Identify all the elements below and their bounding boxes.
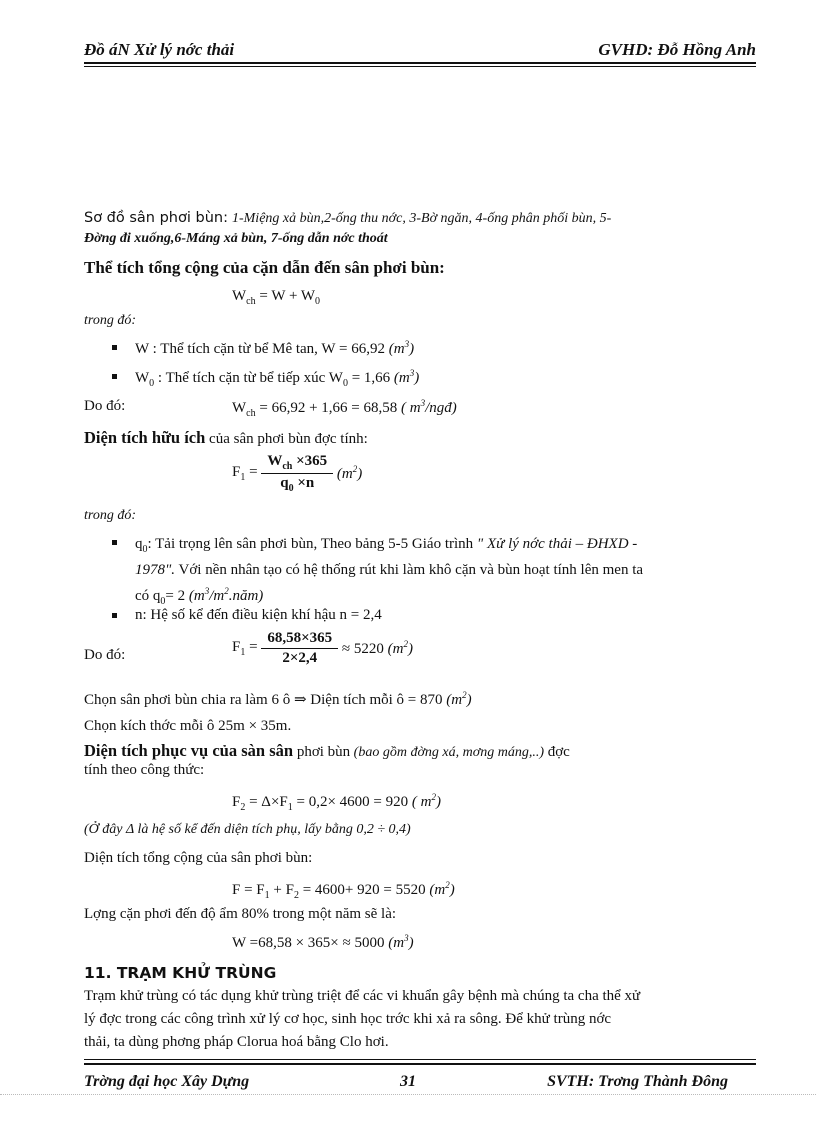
where-label-1: trong đó: (84, 313, 136, 328)
figure-caption (84, 209, 611, 227)
equation-f1-general: $F_1$ = $\frac{W_{ch} \times 365}{q_0 \times n}$ $(m^2)$ (232, 453, 363, 494)
bullet-item-w: W : Thể tích cặn từ bể Mê tan, W = 66,92 $(m^3)$ (0, 339, 816, 361)
bullet-marker (112, 345, 117, 350)
paragraph-line-1: Trạm khử trùng có tác dụng khử trùng triệt để các vi khuẩn gây bệnh mà chúng ta cha thể xử (84, 988, 641, 1004)
caption-label: Sơ đồ sân phơi bùn: (84, 210, 228, 226)
total-area-label: Diện tích tổng cộng của sân phơi bùn: (84, 850, 313, 866)
where-label-2: trong đó: (84, 508, 136, 523)
bullet-item-n: n: Hệ số kể đến điều kiện khí hậu n = 2,4 (0, 607, 816, 629)
therefore-label-1: Do đó: (84, 398, 126, 414)
caption-text-1: 1-Miệng xả bùn,2-ống thu nớc, 3-Bờ ngăn, 4-ống phân phối bùn, 5- (231, 211, 612, 226)
footer-right: SVTH: Trơng Thành Đông (547, 1073, 728, 1090)
formula-intro: tính theo công thức: (84, 762, 205, 778)
equation-wch: $W_{ch} = W + W_0$ (232, 288, 321, 307)
choose-cells-line: Chọn sân phơi bùn chia ra làm 6 ô ⇒ Diện tích mỗi ô = 870 $(m^2)$ (84, 690, 472, 708)
bullet-marker (112, 540, 117, 545)
footer-left: Trờng đại học Xây Dựng (84, 1073, 250, 1090)
section-heading-11: 11. TRẠM KHỬ TRÙNG (84, 964, 277, 982)
sludge-label: Lợng cặn phơi đến độ ẩm 80% trong một năm sẽ là: (84, 906, 397, 922)
bullet-item-q0: $q_0$: Tải trọng lên sân phơi bùn, Theo bảng 5-5 Giáo trình " Xử lý nớc thải – ĐHXD - 1978". Với nền nhân tạo có hệ thống rút khi làm khô cặn và bùn hoạt tính lên men ta có $q_0= 2$ $(m^3/m^2.năm)$ (0, 534, 816, 600)
paragraph-line-3: thải, ta dùng phơng pháp Clorua hoá bằng Clo hơi. (84, 1034, 389, 1050)
header-rule-thin (84, 66, 756, 67)
heading-useful-area: Diện tích hữu ích của sân phơi bùn đợc tính: (84, 428, 368, 447)
fraction-f1: $\frac{W_{ch} \times 365}{q_0 \times n}$ (261, 453, 333, 494)
equation-f1-value: $F_1$ = $\frac{68,58\times 365}{2\times 2,4}$ ≈ 5220 $(m^2)$ (232, 630, 413, 666)
header-left: Đồ áN Xử lý nớc thải (84, 40, 235, 59)
bullet-marker (112, 613, 117, 618)
equation-wch-value: $W_{ch} = 66,92 + 1,66 = 68,58$ ( $m^3/ngđ$) (232, 398, 457, 419)
heading-service-area: Diện tích phục vụ của sàn sân phơi bùn (bao gồm đờng xá, mơng máng,..) đợc (84, 741, 570, 760)
therefore-label-2: Do đó: (84, 647, 126, 663)
page-number: 31 (400, 1073, 416, 1090)
caption-text-2: Đờng đi xuống,6-Máng xả bùn, 7-ống dẫn nớc thoát (84, 231, 388, 246)
bullet-item-w0: $W_0$ : Thể tích cặn từ bể tiếp xúc $W_0 = 1,66$ $(m^3)$ (0, 368, 816, 390)
header-rule-thick (84, 62, 756, 64)
heading-total-volume: Thể tích tổng cộng của cặn dẫn đến sân phơi bùn: (84, 258, 445, 277)
note-delta: (Ở đây Δ là hệ số kể đến diện tích phụ, lấy bằng 0,2 ÷ 0,4) (84, 822, 411, 837)
header-right: GVHD: Đỗ Hồng Anh (598, 40, 756, 59)
page-bottom-dotted-line (0, 1094, 816, 1095)
equation-w-year: W =68,58 × 365× ≈ 5000 $(m^3)$ (232, 933, 414, 951)
equation-f2: $F_2 = \Delta\times F_1 = 0,2\times 4600 = 920$ ( $m^2$) (232, 792, 441, 813)
footer-rule-thin (84, 1059, 756, 1060)
choose-size-line: Chọn kích thớc mỗi ô 25m × 35m. (84, 718, 292, 734)
paragraph-line-2: lý đợc trong các công trình xử lý cơ học, sinh học trớc khi xả ra sông. Để khử trùng nớc (84, 1011, 612, 1027)
equation-f-total: $F = F_1 + F_2 = 4600+ 920 = 5520$ $(m^2)$ (232, 880, 455, 901)
footer-rule-thick (84, 1063, 756, 1065)
fraction-f1-value: $\frac{68,58\times 365}{2\times 2,4}$ (261, 630, 338, 667)
bullet-marker (112, 374, 117, 379)
